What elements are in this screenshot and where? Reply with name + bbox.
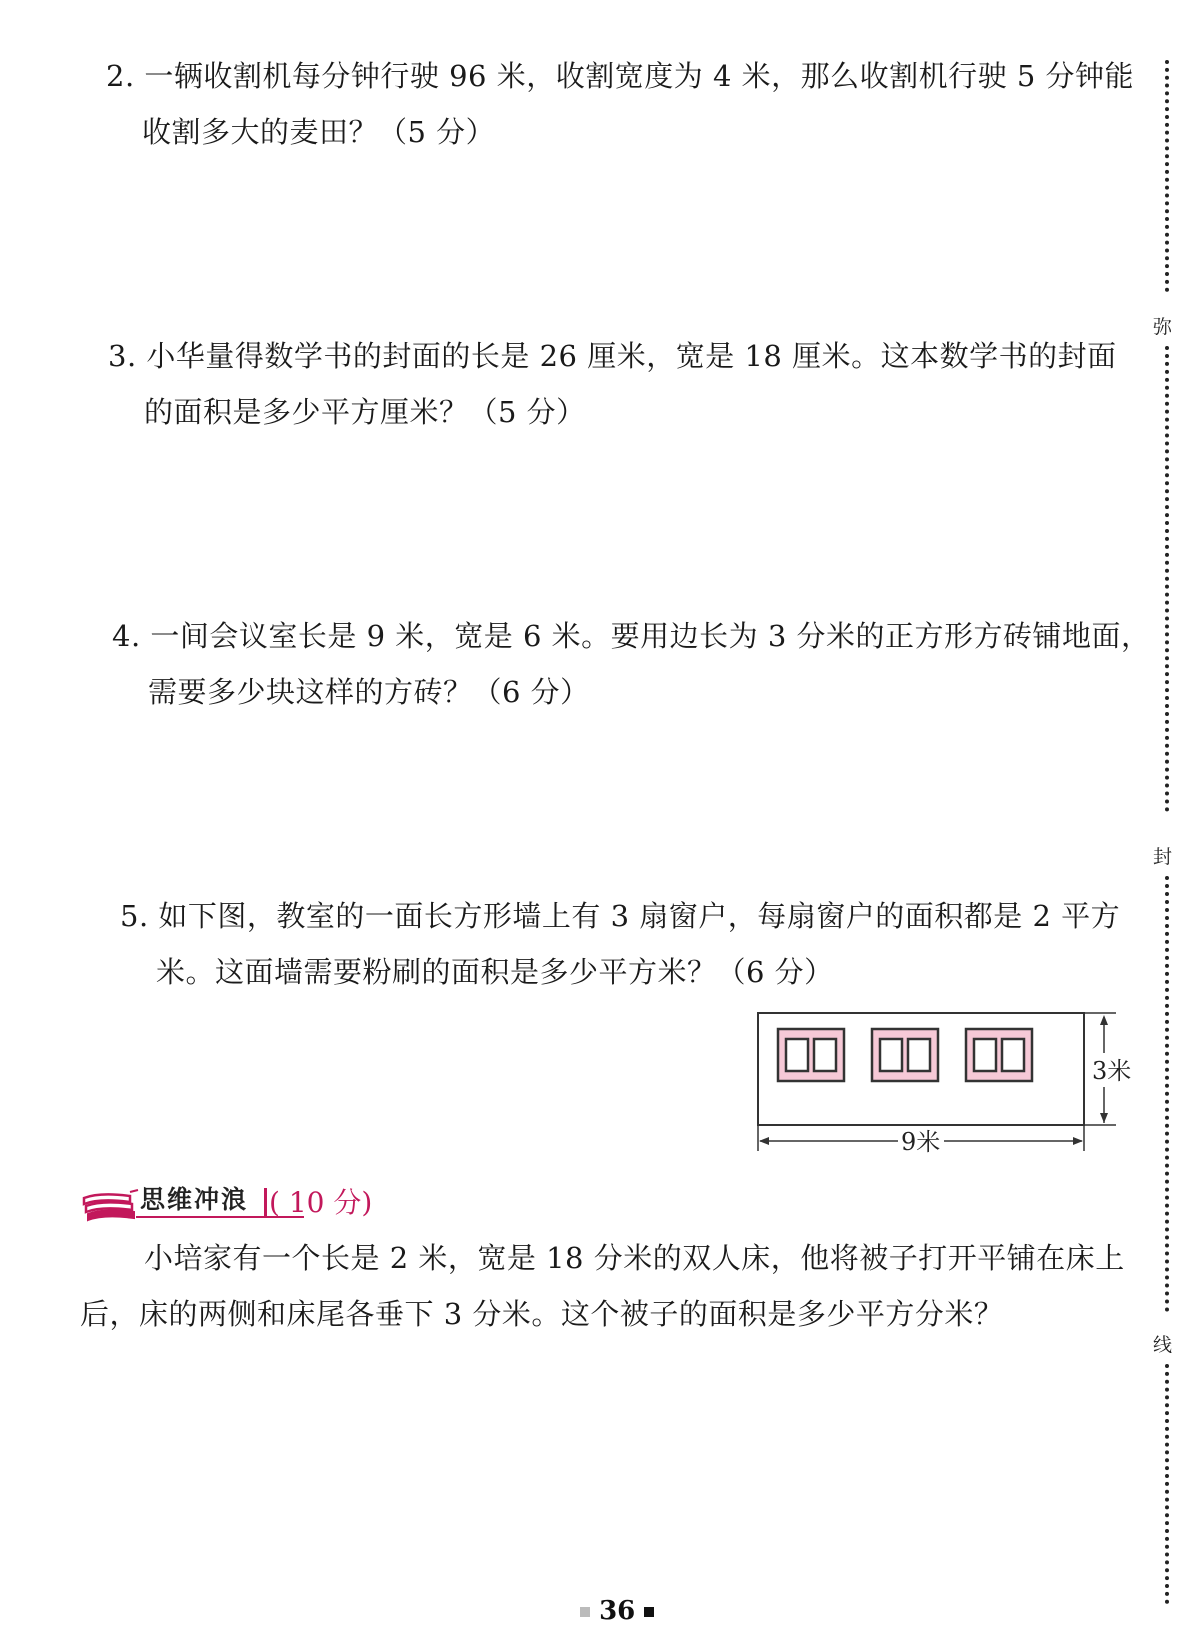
height-label: 3米 — [1092, 1057, 1132, 1085]
question-3 — [108, 328, 1117, 440]
binding-char-mi: 弥 — [1153, 316, 1173, 338]
question-5-line1: 5. 如下图，教室的一面长方形墙上有 3 扇窗户，每扇窗户的面积都是 2 平方 — [120, 899, 1121, 933]
question-5 — [120, 888, 1120, 1000]
width-arrowhead-right — [1073, 1137, 1083, 1145]
question-4 — [112, 608, 1151, 720]
bonus-line1: 小培家有一个长是 2 米，宽是 18 分米的双人床，他将被子打开平铺在床上 — [144, 1241, 1125, 1275]
window-3 — [966, 1029, 1032, 1081]
window-2 — [872, 1029, 938, 1081]
question-2-line1: 2. 一辆收割机每分钟行驶 96 米，收割宽度为 4 米，那么收割机行驶 5 分钟能 — [106, 59, 1135, 93]
width-arrowhead-left — [759, 1137, 769, 1145]
page-number: 36 — [580, 1596, 654, 1626]
section-title: 思维冲浪 — [140, 1185, 249, 1214]
binding-dots-2 — [1165, 346, 1169, 812]
height-arrowhead-bottom — [1100, 1113, 1108, 1123]
wall-diagram — [748, 1005, 1138, 1155]
binding-char-feng: 封 — [1153, 846, 1173, 868]
bonus-question — [80, 1230, 1125, 1342]
question-3-line2: 的面积是多少平方厘米？（5 分） — [144, 395, 586, 429]
question-4-line1: 4. 一间会议室长是 9 米，宽是 6 米。要用边长为 3 分米的正方形方砖铺地面， — [112, 619, 1151, 653]
height-arrowhead-top — [1100, 1015, 1108, 1025]
section-score: ( 10 分) — [264, 1181, 372, 1221]
window-1 — [778, 1029, 844, 1081]
question-4-line2: 需要多少块这样的方砖？（6 分） — [148, 675, 590, 709]
section-underline — [136, 1214, 306, 1220]
books-icon — [80, 1178, 140, 1224]
question-3-line1: 3. 小华量得数学书的封面的长是 26 厘米，宽是 18 厘米。这本数学书的封面 — [108, 339, 1117, 373]
binding-dots-3 — [1165, 876, 1169, 1312]
binding-dots-1 — [1165, 60, 1169, 292]
section-header — [80, 1178, 400, 1226]
width-label: 9米 — [901, 1128, 941, 1155]
question-5-line2: 米。这面墙需要粉刷的面积是多少平方米？（6 分） — [156, 955, 834, 989]
binding-dots-4 — [1165, 1364, 1169, 1604]
windows-group — [778, 1029, 1032, 1081]
bonus-line2: 后，床的两侧和床尾各垂下 3 分米。这个被子的面积是多少平方分米？ — [80, 1297, 1004, 1331]
binding-char-xian: 线 — [1153, 1334, 1173, 1356]
question-2-line2: 收割多大的麦田？（5 分） — [142, 115, 496, 149]
question-2 — [106, 48, 1134, 160]
